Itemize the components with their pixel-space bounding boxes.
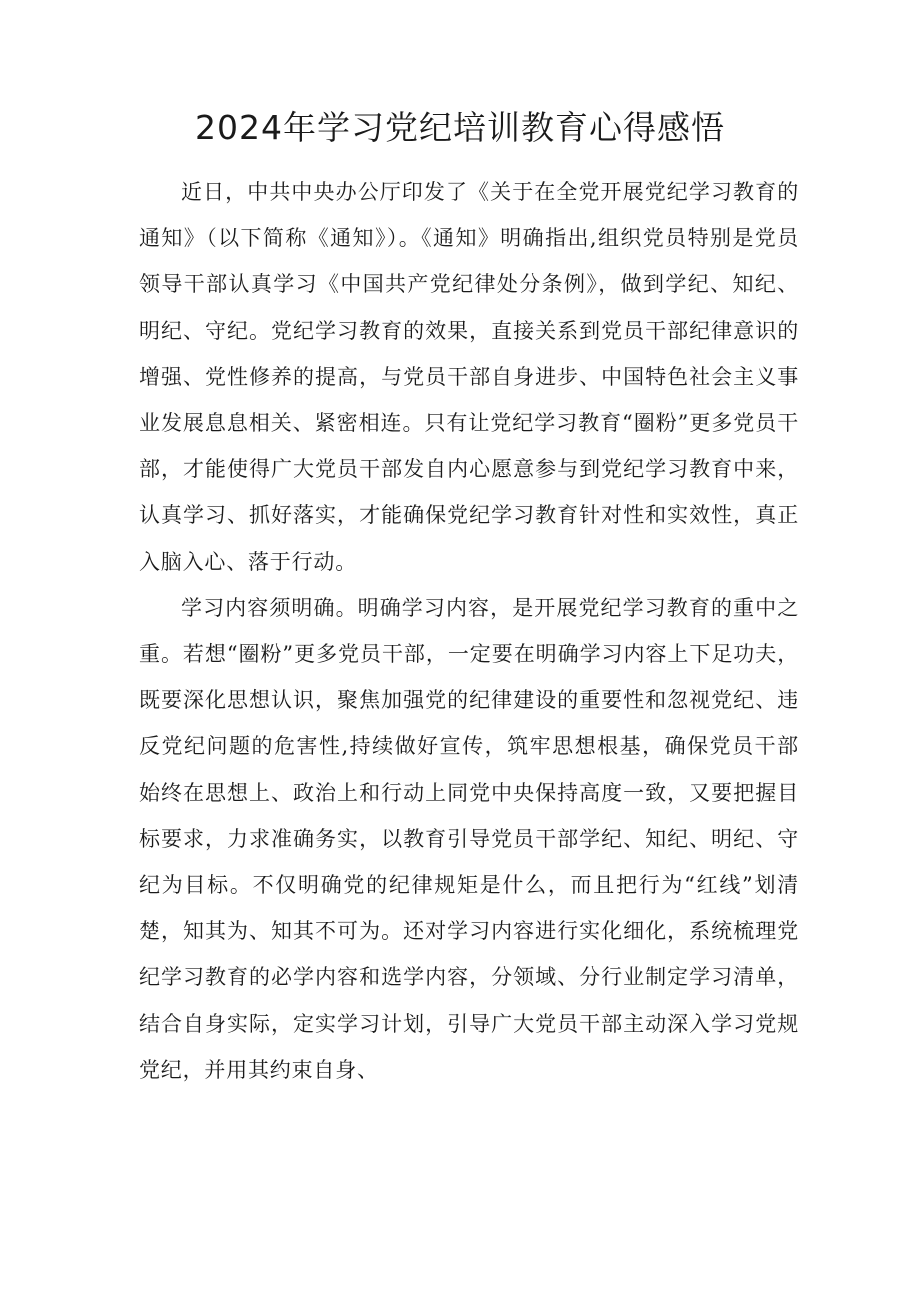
paragraph-2: 学习内容须明确。明确学习内容，是开展党纪学习教育的重中之重。若想“圈粉”更多党员干部，一定要在明确学习内容上下足功夫，既要深化思想认识，聚焦加强党的纪律建设的重要性和忽视党纪、违反党纪问题的危害性,持续做好宣传，筑牢思想根基，确保党员干部始终在思想上、政治上和行动上同党中央保持高度一致，又要把握目标要求，力求准确务实，以教育引导党员干部学纪、知纪、明纪、守纪为目标。不仅明确党的纪律规矩是什么，而且把行为“红线”划清楚，知其为、知其不可为。还对学习内容进行实化细化，系统梳理党纪学习教育的必学内容和选学内容，分领域、分行业制定学习清单，结合自身实际，定实学习计划，引导广大党员干部主动深入学习党规党纪，并用其约束自身、: [139, 595, 799, 1082]
paragraph-1: 近日，中共中央办公厅印发了《关于在全党开展党纪学习教育的通知》（以下简称《通知》）。《通知》明确指出,组织党员特别是党员领导干部认真学习《中国共产党纪律处分条例》，做到学纪、知纪、明纪、守纪。党纪学习教育的效果，直接关系到党员干部纪律意识的增强、党性修养的提高，与党员干部自身进步、中国特色社会主义事业发展息息相关、紧密相连。只有让党纪学习教育“圈粉”更多党员干部，才能使得广大党员干部发自内心愿意参与到党纪学习教育中来，认真学习、抓好落实，才能确保党纪学习教育针对性和实效性，真正入脑入心、落于行动。: [139, 180, 799, 574]
document-title: 2024年学习党纪培训教育心得感悟: [195, 108, 725, 147]
document-body: [139, 169, 799, 1093]
